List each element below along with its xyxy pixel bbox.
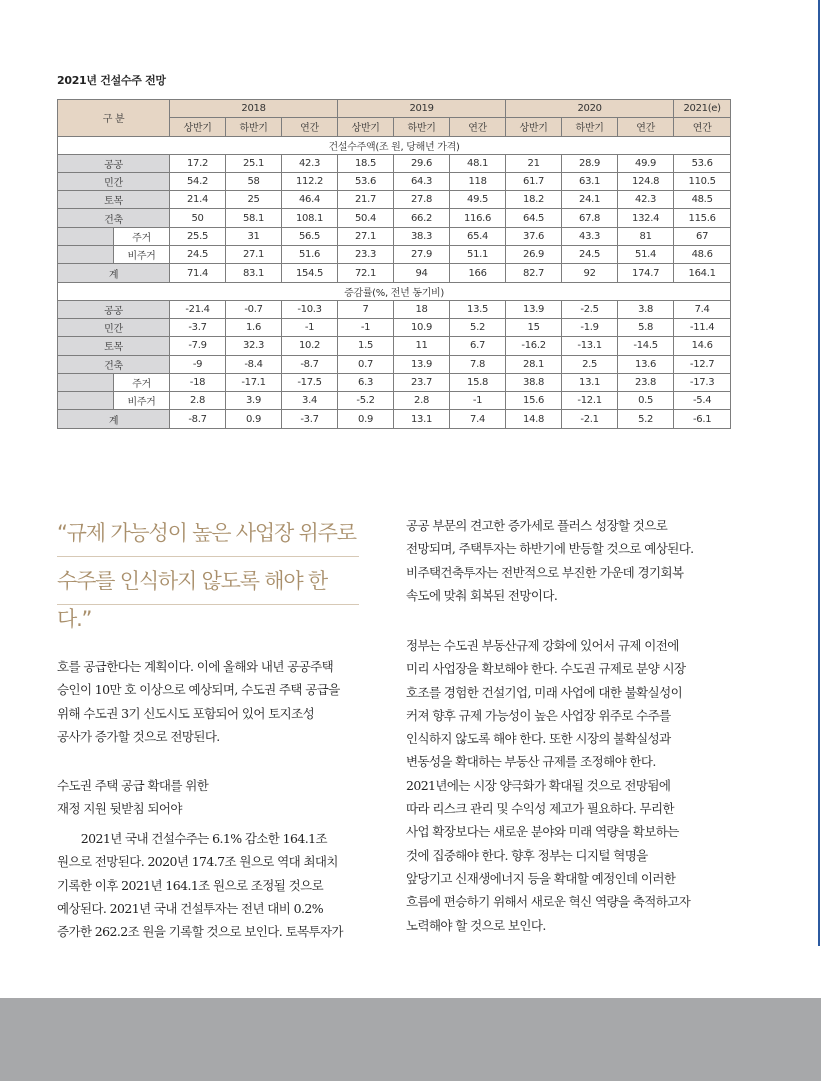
header-period: 연간 <box>282 118 338 136</box>
table-cell: 51.6 <box>282 246 338 264</box>
table-cell: 27.8 <box>394 191 450 209</box>
table-cell: -7.9 <box>170 337 226 355</box>
table-cell: 7.4 <box>450 410 506 428</box>
table-row <box>58 300 731 318</box>
table-cell: 18 <box>394 300 450 318</box>
table-cell: 49.5 <box>450 191 506 209</box>
table-cell: 166 <box>450 264 506 282</box>
table-cell: 26.9 <box>506 246 562 264</box>
table-cell: 64.5 <box>506 209 562 227</box>
article-right-bottom <box>406 634 728 937</box>
article-line: 인식하지 않도록 해야 한다. 또한 시장의 불확실성과 <box>406 731 671 747</box>
table-cell: 115.6 <box>674 209 731 227</box>
row-label: 계 <box>58 410 170 428</box>
table-cell: 53.6 <box>674 154 731 172</box>
table-cell: 10.9 <box>394 318 450 336</box>
table-cell: 23.8 <box>618 373 674 391</box>
table-cell: 82.7 <box>506 264 562 282</box>
article-line: 2021년에는 시장 양극화가 확대될 것으로 전망됨에 <box>406 777 671 793</box>
table-cell: 112.2 <box>282 172 338 190</box>
article-left-top <box>57 655 362 748</box>
table-cell: 18.2 <box>506 191 562 209</box>
article-line: 속도에 맞춰 회복된 전망이다. <box>406 587 558 603</box>
table-cell: 21.7 <box>338 191 394 209</box>
row-label: 주거 <box>114 373 170 391</box>
header-year: 2020 <box>506 100 674 118</box>
table-cell: 64.3 <box>394 172 450 190</box>
table-cell: 13.9 <box>506 300 562 318</box>
table-cell: 46.4 <box>282 191 338 209</box>
table-cell: 2.8 <box>394 392 450 410</box>
article-line: 것에 집중해야 한다. 향후 정부는 디지털 혁명을 <box>406 847 648 863</box>
table-cell: 42.3 <box>282 154 338 172</box>
table-cell: 63.1 <box>562 172 618 190</box>
table-cell: -0.7 <box>226 300 282 318</box>
table-cell: 17.2 <box>170 154 226 172</box>
table-cell: 132.4 <box>618 209 674 227</box>
table-cell: -3.7 <box>282 410 338 428</box>
table-cell: 51.1 <box>450 246 506 264</box>
article-line: 공사가 증가할 것으로 전망된다. <box>57 728 220 744</box>
article-line: 정부는 수도권 부동산규제 강화에 있어서 규제 이전에 <box>406 638 679 653</box>
subheading-line: 재정 지원 뒷받침 되어야 <box>57 801 182 817</box>
table-cell: 72.1 <box>338 264 394 282</box>
table-cell: 5.2 <box>618 410 674 428</box>
table-cell: 118 <box>450 172 506 190</box>
table-row <box>58 355 731 373</box>
table-cell: 38.8 <box>506 373 562 391</box>
article-left-bottom <box>57 827 362 943</box>
table-cell: 154.5 <box>282 264 338 282</box>
row-label: 토목 <box>58 337 170 355</box>
table-cell: 65.4 <box>450 227 506 245</box>
table-cell: 6.7 <box>450 337 506 355</box>
table-cell: 3.9 <box>226 392 282 410</box>
table-cell: 48.6 <box>674 246 731 264</box>
row-label: 주거 <box>114 227 170 245</box>
table-cell: 29.6 <box>394 154 450 172</box>
table-cell: 164.1 <box>674 264 731 282</box>
table-row <box>58 246 731 264</box>
table-cell: 0.9 <box>338 410 394 428</box>
table-cell: 2.5 <box>562 355 618 373</box>
pull-quote-rule <box>57 604 359 605</box>
header-period: 상반기 <box>506 118 562 136</box>
article-line: 호조를 경험한 건설기업, 미래 사업에 대한 불확실성이 <box>406 684 683 700</box>
header-period: 상반기 <box>338 118 394 136</box>
article-line: 2021년 국내 건설수주는 6.1% 감소한 164.1조 <box>57 831 327 846</box>
table-cell: 15 <box>506 318 562 336</box>
table-cell: 7 <box>338 300 394 318</box>
article-line: 공공 부문의 견고한 증가세로 플러스 성장할 것으로 <box>406 518 668 533</box>
table-cell: 42.3 <box>618 191 674 209</box>
table-cell: 0.5 <box>618 392 674 410</box>
table-cell: -13.1 <box>562 337 618 355</box>
article-line: 증가한 262.2조 원을 기록할 것으로 보인다. 토목투자가 <box>57 924 343 940</box>
row-label: 건축 <box>58 355 170 373</box>
pull-quote-line: “규제 가능성이 높은 사업장 위주로 <box>57 514 359 557</box>
table-cell: 0.9 <box>226 410 282 428</box>
row-label: 공공 <box>58 300 170 318</box>
table-cell: 1.5 <box>338 337 394 355</box>
article-line: 미리 사업장을 확보해야 한다. 수도권 규제로 분양 시장 <box>406 661 686 677</box>
table-cell: 81 <box>618 227 674 245</box>
table-cell: 23.3 <box>338 246 394 264</box>
article-line: 위해 수도권 3기 신도시도 포함되어 있어 토지조성 <box>57 705 315 721</box>
table-cell: -12.1 <box>562 392 618 410</box>
table-row <box>58 410 731 428</box>
table-cell: 13.6 <box>618 355 674 373</box>
table-cell: 27.9 <box>394 246 450 264</box>
subheading-line: 수도권 주택 공급 확대를 위한 <box>57 778 209 793</box>
row-label: 비주거 <box>114 392 170 410</box>
table-cell: 24.5 <box>170 246 226 264</box>
table-cell: -1 <box>338 318 394 336</box>
table-cell: 31 <box>226 227 282 245</box>
table-cell: 110.5 <box>674 172 731 190</box>
row-label: 계 <box>58 264 170 282</box>
table-cell: 174.7 <box>618 264 674 282</box>
table-cell: 2.8 <box>170 392 226 410</box>
table-cell: -9 <box>170 355 226 373</box>
table-cell: 56.5 <box>282 227 338 245</box>
section-title: 증감률(%, 전년 동기비) <box>58 282 731 300</box>
table-cell: -8.4 <box>226 355 282 373</box>
section-row <box>58 282 731 300</box>
table-cell: 0.7 <box>338 355 394 373</box>
table-cell: 27.1 <box>338 227 394 245</box>
table-cell: 32.3 <box>226 337 282 355</box>
article-right-top <box>406 514 728 607</box>
header-year: 2018 <box>170 100 338 118</box>
table-cell: 21.4 <box>170 191 226 209</box>
table-cell: 27.1 <box>226 246 282 264</box>
table-cell: 28.9 <box>562 154 618 172</box>
header-period: 하반기 <box>394 118 450 136</box>
table-cell: -16.2 <box>506 337 562 355</box>
table-row <box>58 209 731 227</box>
table-cell: 1.6 <box>226 318 282 336</box>
table-cell: 116.6 <box>450 209 506 227</box>
table-cell: 25.5 <box>170 227 226 245</box>
table-cell: 83.1 <box>226 264 282 282</box>
table-cell: -8.7 <box>282 355 338 373</box>
forecast-table <box>57 99 731 429</box>
table-cell: 21 <box>506 154 562 172</box>
header-year: 2019 <box>338 100 506 118</box>
table-cell: 13.9 <box>394 355 450 373</box>
table-cell: -5.2 <box>338 392 394 410</box>
table-cell: -1.9 <box>562 318 618 336</box>
table-cell: 6.3 <box>338 373 394 391</box>
table-cell: -5.4 <box>674 392 731 410</box>
table-row <box>58 191 731 209</box>
article-line: 변동성을 확대하는 부동산 규제를 조정해야 한다. <box>406 754 656 770</box>
row-label: 공공 <box>58 154 170 172</box>
article-line: 원으로 전망된다. 2020년 174.7조 원으로 역대 최대치 <box>57 854 338 870</box>
table-cell: 71.4 <box>170 264 226 282</box>
table-cell: -17.5 <box>282 373 338 391</box>
table-cell: -6.1 <box>674 410 731 428</box>
header-period: 하반기 <box>226 118 282 136</box>
row-label: 비주거 <box>114 246 170 264</box>
article-line: 커져 향후 규제 가능성이 높은 사업장 위주로 수주를 <box>406 707 671 723</box>
article-line: 앞당기고 신재생에너지 등을 확대할 예정인데 이러한 <box>406 870 676 886</box>
table-cell: 49.9 <box>618 154 674 172</box>
table-row <box>58 373 731 391</box>
table-cell: 66.2 <box>394 209 450 227</box>
table-cell: 124.8 <box>618 172 674 190</box>
table-cell: 23.7 <box>394 373 450 391</box>
table-cell: 24.1 <box>562 191 618 209</box>
table-cell: 61.7 <box>506 172 562 190</box>
table-cell: 3.8 <box>618 300 674 318</box>
header-period: 연간 <box>674 118 731 136</box>
table-row <box>58 264 731 282</box>
footer-band <box>0 998 821 1081</box>
header-category: 구 분 <box>58 100 170 137</box>
article-line: 전망되며, 주택투자는 하반기에 반등할 것으로 예상된다. <box>406 541 694 557</box>
table-cell: 25.1 <box>226 154 282 172</box>
table-row <box>58 392 731 410</box>
article-line: 비주택건축투자는 전반적으로 부진한 가운데 경기회복 <box>406 564 684 580</box>
table-cell: 67.8 <box>562 209 618 227</box>
table-cell: 5.2 <box>450 318 506 336</box>
table-cell: -17.1 <box>226 373 282 391</box>
header-period: 연간 <box>450 118 506 136</box>
table-cell: 11 <box>394 337 450 355</box>
table-cell: 50 <box>170 209 226 227</box>
row-indent <box>58 392 114 410</box>
article-subheading <box>57 774 362 821</box>
row-label: 민간 <box>58 172 170 190</box>
table-cell: -2.1 <box>562 410 618 428</box>
row-label: 토목 <box>58 191 170 209</box>
article-line: 기록한 이후 2021년 164.1조 원으로 조정될 것으로 <box>57 877 324 893</box>
header-year: 2021(e) <box>674 100 731 118</box>
table-title: 2021년 건설수주 전망 <box>57 74 166 87</box>
header-period: 하반기 <box>562 118 618 136</box>
table-row <box>58 318 731 336</box>
table-cell: 5.8 <box>618 318 674 336</box>
table-cell: 15.6 <box>506 392 562 410</box>
table-cell: 58 <box>226 172 282 190</box>
table-cell: -12.7 <box>674 355 731 373</box>
section-title: 건설수주액(조 원, 당해년 가격) <box>58 136 731 154</box>
article-line: 따라 리스크 관리 및 수익성 제고가 필요하다. 무리한 <box>406 801 674 817</box>
header-period: 상반기 <box>170 118 226 136</box>
table-cell: 38.3 <box>394 227 450 245</box>
table-cell: -17.3 <box>674 373 731 391</box>
table-cell: 67 <box>674 227 731 245</box>
table-row <box>58 172 731 190</box>
table-cell: 92 <box>562 264 618 282</box>
row-label: 건축 <box>58 209 170 227</box>
section-row <box>58 136 731 154</box>
table-cell: 18.5 <box>338 154 394 172</box>
table-cell: 7.4 <box>674 300 731 318</box>
table-cell: 108.1 <box>282 209 338 227</box>
article-line: 흐름에 편승하기 위해서 새로운 혁신 역량을 축적하고자 <box>406 894 691 910</box>
table-cell: -1 <box>282 318 338 336</box>
table-row <box>58 154 731 172</box>
table-cell: -3.7 <box>170 318 226 336</box>
table-cell: 94 <box>394 264 450 282</box>
table-cell: 43.3 <box>562 227 618 245</box>
table-cell: 14.6 <box>674 337 731 355</box>
table-cell: 48.1 <box>450 154 506 172</box>
row-label: 민간 <box>58 318 170 336</box>
table-cell: 13.1 <box>562 373 618 391</box>
table-cell: 28.1 <box>506 355 562 373</box>
article-line: 노력해야 할 것으로 보인다. <box>406 917 546 933</box>
table-cell: -1 <box>450 392 506 410</box>
table-cell: 24.5 <box>562 246 618 264</box>
article-line: 승인이 10만 호 이상으로 예상되며, 수도권 주택 공급을 <box>57 682 340 698</box>
table-cell: 53.6 <box>338 172 394 190</box>
table-cell: 7.8 <box>450 355 506 373</box>
table-cell: 37.6 <box>506 227 562 245</box>
table-cell: 15.8 <box>450 373 506 391</box>
table-cell: 3.4 <box>282 392 338 410</box>
row-indent <box>58 246 114 264</box>
table-cell: -10.3 <box>282 300 338 318</box>
table-cell: -2.5 <box>562 300 618 318</box>
table-cell: -21.4 <box>170 300 226 318</box>
table-cell: 13.1 <box>394 410 450 428</box>
page-edge-line <box>818 0 820 946</box>
article-line: 호를 공급한다는 계획이다. 이에 올해와 내년 공공주택 <box>57 659 334 674</box>
table-row <box>58 337 731 355</box>
table-cell: 58.1 <box>226 209 282 227</box>
table-cell: 13.5 <box>450 300 506 318</box>
pull-quote <box>57 514 359 631</box>
table-cell: -8.7 <box>170 410 226 428</box>
table-cell: 14.8 <box>506 410 562 428</box>
article-line: 예상된다. 2021년 국내 건설투자는 전년 대비 0.2% <box>57 900 323 916</box>
table-cell: 51.4 <box>618 246 674 264</box>
table-cell: 54.2 <box>170 172 226 190</box>
article-line: 사업 확장보다는 새로운 분야와 미래 역량을 확보하는 <box>406 824 679 840</box>
table-cell: 48.5 <box>674 191 731 209</box>
table-cell: 50.4 <box>338 209 394 227</box>
pull-quote-line: 수주를 인식하지 않도록 해야 한다.” <box>57 569 328 631</box>
header-period: 연간 <box>618 118 674 136</box>
row-indent <box>58 373 114 391</box>
table-cell: -18 <box>170 373 226 391</box>
table-cell: -11.4 <box>674 318 731 336</box>
table-row <box>58 227 731 245</box>
table-cell: 25 <box>226 191 282 209</box>
row-indent <box>58 227 114 245</box>
table-cell: -14.5 <box>618 337 674 355</box>
table-cell: 10.2 <box>282 337 338 355</box>
